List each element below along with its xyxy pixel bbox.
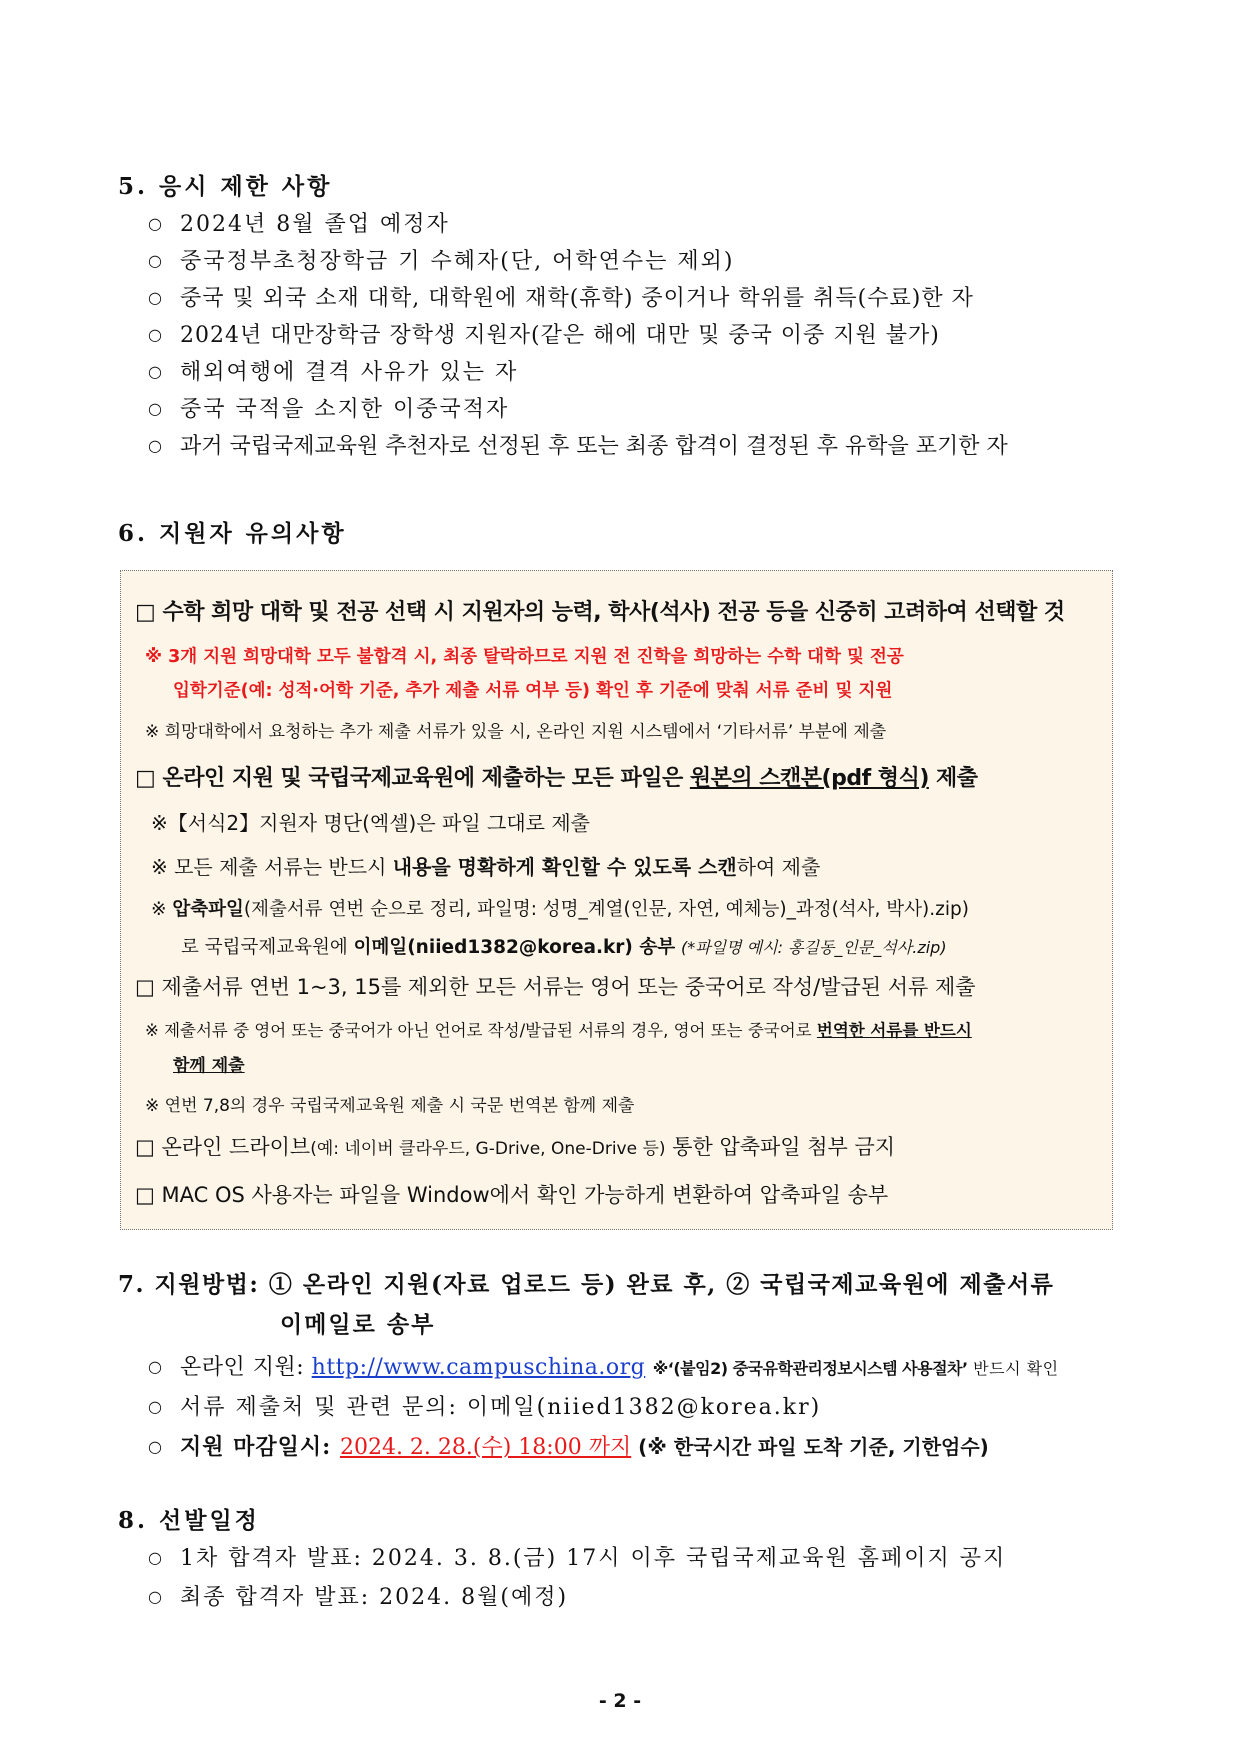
notice-line-2: □ 온라인 지원 및 국립국제교육원에 제출하는 모든 파일은 원본의 스캔본(pdf 형식) 제출 xyxy=(135,766,978,791)
s5-item-1: ○ 2024년 8월 졸업 예정자 xyxy=(148,212,450,237)
s7-item-2: ○ 서류 제출처 및 관련 문의: 이메일(niied1382@korea.kr) xyxy=(148,1395,822,1420)
campuschina-link[interactable]: http://www.campuschina.org xyxy=(311,1355,646,1380)
s5-item-7: ○ 과거 국립국제교육원 추천자로 선정된 후 또는 최종 합격이 결정된 후 유학을 포기한 자 xyxy=(148,434,1008,459)
section-7-title: 7. 지원방법: ① 온라인 지원(자료 업로드 등) 완료 후, ② 국립국제교육원에 제출서류 xyxy=(118,1271,1055,1298)
notice-note-5-cont: 함께 제출 xyxy=(173,1056,245,1076)
section-7-title-cont: 이메일로 송부 xyxy=(280,1311,436,1338)
notice-line-1: □ 수학 희망 대학 및 전공 선택 시 지원자의 능력, 학사(석사) 전공 등을 신중히 고려하여 선택할 것 xyxy=(135,600,1065,625)
s5-item-6: ○ 중국 국적을 소지한 이중국적자 xyxy=(148,397,510,422)
s5-item-2: ○ 중국정부초청장학금 기 수혜자(단, 어학연수는 제외) xyxy=(148,249,735,274)
notice-line-5: □ MAC OS 사용자는 파일을 Window에서 확인 가능하게 변환하여 압축파일 송부 xyxy=(135,1183,889,1207)
notice-note-2: ※【서식2】지원자 명단(엑셀)은 파일 그대로 제출 xyxy=(151,811,590,835)
s8-item-2: ○ 최종 합격자 발표: 2024. 8월(예정) xyxy=(148,1585,569,1610)
s5-item-4: ○ 2024년 대만장학금 장학생 지원자(같은 해에 대만 및 중국 이중 지원 불가) xyxy=(148,323,940,348)
s7-item-3: ○ 지원 마감일시: 2024. 2. 28.(수) 18:00 까지 (※ 한국시간 파일 도착 기준, 기한엄수) xyxy=(148,1434,989,1460)
notice-note-3: ※ 모든 제출 서류는 반드시 내용을 명확하게 확인할 수 있도록 스캔하여 제출 xyxy=(151,855,821,879)
notice-note-4: ※ 압축파일(제출서류 연번 순으로 정리, 파일명: 성명_계열(인문, 자연, 예체능)_과정(석사, 박사).zip) xyxy=(151,899,969,920)
notice-box xyxy=(120,570,1113,1230)
s5-item-3: ○ 중국 및 외국 소재 대학, 대학원에 재학(휴학) 중이거나 학위를 취득(수료)한 자 xyxy=(148,286,974,311)
notice-warning-1: ※ 3개 지원 희망대학 모두 불합격 시, 최종 탈락하므로 지원 전 진학을 희망하는 수학 대학 및 전공 xyxy=(145,647,904,667)
notice-line-4: □ 온라인 드라이브(예: 네이버 클라우드, G-Drive, One-Drive 등) 통한 압축파일 첨부 금지 xyxy=(135,1135,896,1159)
s5-item-5: ○ 해외여행에 결격 사유가 있는 자 xyxy=(148,360,519,385)
page-number: - 2 - xyxy=(598,1690,642,1712)
notice-line-3: □ 제출서류 연번 1~3, 15를 제외한 모든 서류는 영어 또는 중국어로 작성/발급된 서류 제출 xyxy=(135,975,976,999)
notice-note-4-cont: 로 국립국제교육원에 이메일(niied1382@korea.kr) 송부 (*파일명 예시: 홍길동_인문_석사.zip) xyxy=(181,937,947,958)
notice-note-1: ※ 희망대학에서 요청하는 추가 제출 서류가 있을 시, 온라인 지원 시스템에서 ‘기타서류’ 부분에 제출 xyxy=(145,722,887,742)
section-5-title: 5. 응시 제한 사항 xyxy=(118,173,333,200)
section-8-title: 8. 선발일정 xyxy=(118,1507,260,1534)
s8-item-1: ○ 1차 합격자 발표: 2024. 3. 8.(금) 17시 이후 국립국제교육원 홈페이지 공지 xyxy=(148,1546,1007,1571)
notice-note-6: ※ 연번 7,8의 경우 국립국제교육원 제출 시 국문 번역본 함께 제출 xyxy=(145,1096,635,1116)
notice-warning-2: 입학기준(예: 성적·어학 기준, 추가 제출 서류 여부 등) 확인 후 기준에 맞춰 서류 준비 및 지원 xyxy=(173,681,893,701)
notice-note-5: ※ 제출서류 중 영어 또는 중국어가 아닌 언어로 작성/발급된 서류의 경우, 영어 또는 중국어로 번역한 서류를 반드시 xyxy=(145,1021,972,1040)
section-6-title: 6. 지원자 유의사항 xyxy=(118,520,347,547)
s7-item-1: ○ 온라인 지원: http://www.campuschina.org ※‘(붙임2) 중국유학관리정보시스템 사용절차’ 반드시 확인 xyxy=(148,1355,1059,1380)
